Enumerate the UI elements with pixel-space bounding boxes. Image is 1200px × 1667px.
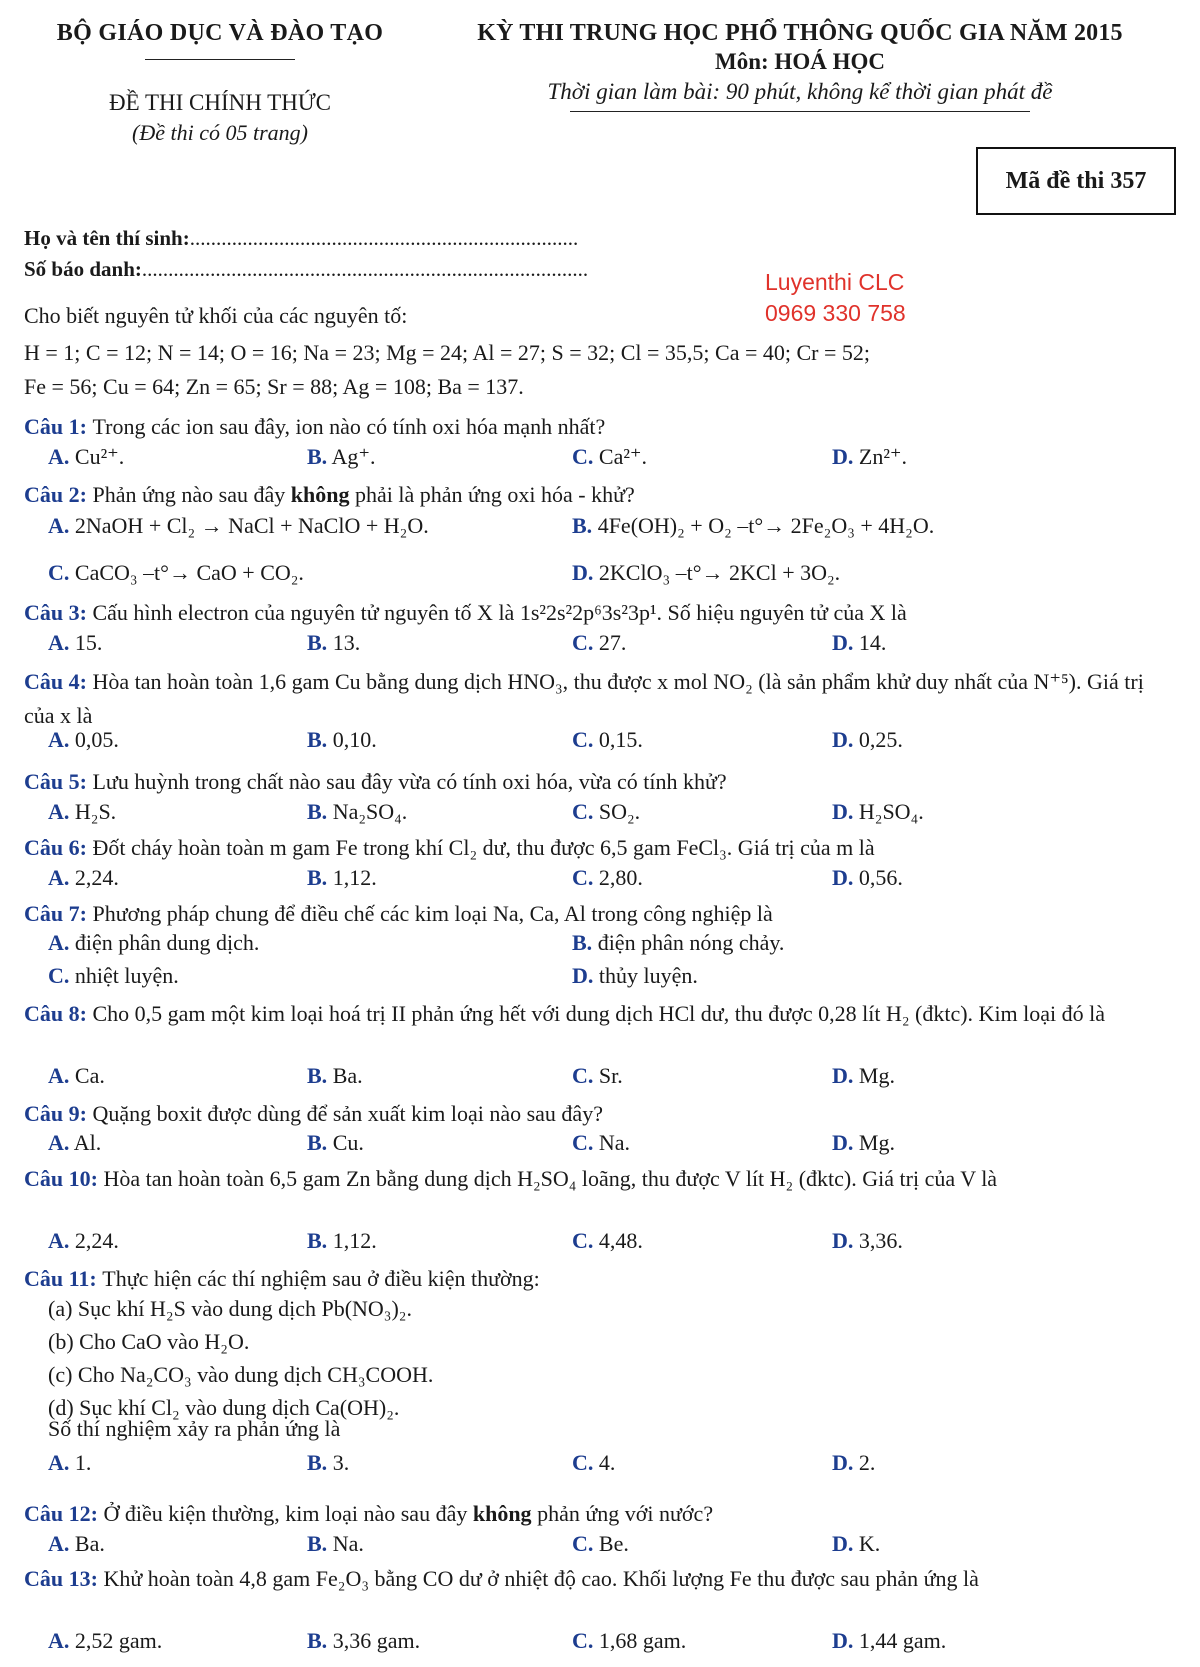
question-emphasis: không xyxy=(472,1501,532,1526)
question-text: Trong các ion sau đây, ion nào có tính oxi hóa mạnh nhất? xyxy=(92,414,606,439)
option-text: Sr. xyxy=(598,1063,623,1088)
option-text: Ca²⁺. xyxy=(598,444,648,469)
option-text: nhiệt luyện. xyxy=(74,963,179,988)
option-letter: A. xyxy=(48,1063,70,1088)
option-text: 0,05. xyxy=(74,727,119,752)
question-text-part: phải là phản ứng oxi hóa - khử? xyxy=(349,482,635,507)
option-b xyxy=(307,799,407,825)
option-letter: A. xyxy=(48,799,70,824)
option-letter: A. xyxy=(48,1628,70,1653)
option-text: 2,24. xyxy=(74,1228,119,1253)
option-a xyxy=(48,1450,91,1476)
page-count-note: (Đề thi có 05 trang) xyxy=(132,120,308,145)
option-letter: B. xyxy=(572,930,593,955)
option-c xyxy=(572,727,643,753)
option-text: 1,12. xyxy=(332,865,377,890)
question-text: Quặng boxit được dùng để sản xuất kim loại nào sau đây? xyxy=(92,1101,603,1126)
watermark-phone: 0969 330 758 xyxy=(765,300,906,326)
option-text: Be. xyxy=(598,1531,629,1556)
option-c xyxy=(572,799,640,825)
option-text: K. xyxy=(858,1531,881,1556)
option-b xyxy=(307,1130,364,1156)
candidate-name-dots: .......................................................................... xyxy=(189,226,579,250)
option-d xyxy=(572,560,840,586)
question-label: Câu 10: xyxy=(24,1166,104,1191)
exam-title: KỲ THI TRUNG HỌC PHỔ THÔNG QUỐC GIA NĂM 2015 xyxy=(477,20,1123,46)
question-text-part: Phản ứng nào sau đây xyxy=(92,482,291,507)
candidate-id-field xyxy=(24,257,588,282)
option-a xyxy=(48,1531,105,1557)
candidate-id-label: Số báo danh: xyxy=(24,257,142,281)
option-letter: C. xyxy=(572,630,594,655)
option-letter: D. xyxy=(832,799,854,824)
question-emphasis: không xyxy=(290,482,350,507)
option-d xyxy=(832,727,903,753)
experiment-item: (b) Cho CaO vào H₂O. xyxy=(48,1329,250,1354)
option-b xyxy=(307,630,360,656)
option-a xyxy=(48,1130,101,1156)
option-letter: D. xyxy=(832,630,854,655)
option-letter: C. xyxy=(572,1531,594,1556)
option-letter: B. xyxy=(307,1531,328,1556)
option-letter: D. xyxy=(832,727,854,752)
option-letter: A. xyxy=(48,930,70,955)
option-text: 2KClO₃ ⎯t°→ 2KCl + 3O₂. xyxy=(598,560,841,585)
option-c xyxy=(572,1628,686,1654)
option-letter: B. xyxy=(307,1063,328,1088)
ministry-underline xyxy=(145,59,295,60)
option-text: Ca. xyxy=(74,1063,105,1088)
option-letter: D. xyxy=(832,1450,854,1475)
option-text: 3,36 gam. xyxy=(332,1628,421,1653)
option-text: Na₂SO₄. xyxy=(332,799,408,824)
option-text: 2,24. xyxy=(74,865,119,890)
option-text: thủy luyện. xyxy=(598,963,698,988)
option-letter: A. xyxy=(48,630,70,655)
option-b xyxy=(307,1450,349,1476)
option-text: 4,48. xyxy=(598,1228,643,1253)
option-letter: A. xyxy=(48,1228,70,1253)
question-text: Đốt cháy hoàn toàn m gam Fe trong khí Cl₂ dư, thu được 6,5 gam FeCl₃. Giá trị của m là xyxy=(92,835,875,860)
option-b xyxy=(307,1063,363,1089)
question-label: Câu 7: xyxy=(24,901,93,926)
question-label: Câu 2: xyxy=(24,482,93,507)
option-text: 0,10. xyxy=(332,727,377,752)
option-d xyxy=(832,1228,903,1254)
option-d xyxy=(832,1450,875,1476)
option-letter: C. xyxy=(48,560,70,585)
option-b xyxy=(572,513,934,539)
option-b xyxy=(307,444,375,470)
option-letter: A. xyxy=(48,727,70,752)
option-text: 1. xyxy=(74,1450,92,1475)
experiment-item: (d) Sục khí Cl₂ vào dung dịch Ca(OH)₂. xyxy=(48,1395,400,1420)
option-text: 27. xyxy=(598,630,627,655)
option-letter: D. xyxy=(832,1531,854,1556)
option-c xyxy=(572,865,643,891)
option-letter: C. xyxy=(572,1228,594,1253)
option-d xyxy=(832,1531,880,1557)
watermark-name: Luyenthi CLC xyxy=(765,269,905,295)
candidate-name-label: Họ và tên thí sinh: xyxy=(24,226,190,250)
option-letter: B. xyxy=(307,1628,328,1653)
option-letter: B. xyxy=(307,1228,328,1253)
question-stem-4 xyxy=(24,665,1174,733)
option-d xyxy=(832,799,924,825)
option-letter: C. xyxy=(572,799,594,824)
masses-line-2: Fe = 56; Cu = 64; Zn = 65; Sr = 88; Ag = 108; Ba = 137. xyxy=(24,374,524,399)
option-text: 14. xyxy=(858,630,887,655)
option-text: Na. xyxy=(598,1130,631,1155)
option-text: CaCO₃ ⎯t°→ CaO + CO₂. xyxy=(74,560,304,585)
option-letter: A. xyxy=(48,1450,70,1475)
option-letter: B. xyxy=(572,513,593,538)
option-letter: C. xyxy=(48,963,70,988)
option-a xyxy=(48,1628,162,1654)
option-d xyxy=(832,444,907,470)
question-label: Câu 6: xyxy=(24,835,93,860)
option-d xyxy=(832,1063,895,1089)
option-text: H₂S. xyxy=(74,799,117,824)
option-text: Ag⁺. xyxy=(331,444,376,469)
option-text: SO₂. xyxy=(598,799,641,824)
option-a xyxy=(48,1063,105,1089)
option-letter: D. xyxy=(832,1228,854,1253)
question-stem-12 xyxy=(24,1497,1174,1531)
option-c xyxy=(572,1228,643,1254)
option-letter: D. xyxy=(572,963,594,988)
subject-title: Môn: HOÁ HỌC xyxy=(715,49,885,74)
option-letter: D. xyxy=(832,444,854,469)
option-c xyxy=(48,560,304,586)
option-d xyxy=(832,1130,895,1156)
question-stem-8 xyxy=(24,997,1174,1031)
option-letter: A. xyxy=(48,513,70,538)
option-letter: B. xyxy=(307,1130,328,1155)
option-a xyxy=(48,799,116,825)
option-letter: D. xyxy=(832,1063,854,1088)
option-b xyxy=(307,1228,377,1254)
option-text: 1,12. xyxy=(332,1228,377,1253)
question-stem-9 xyxy=(24,1097,1174,1131)
question-text: Lưu huỳnh trong chất nào sau đây vừa có tính oxi hóa, vừa có tính khử? xyxy=(92,769,727,794)
option-c xyxy=(572,1531,629,1557)
option-letter: A. xyxy=(48,1130,70,1155)
option-text: Al. xyxy=(73,1130,102,1155)
option-letter: C. xyxy=(572,1130,594,1155)
option-letter: C. xyxy=(572,1450,594,1475)
option-letter: C. xyxy=(572,444,594,469)
option-a xyxy=(48,930,259,956)
option-letter: C. xyxy=(572,1628,594,1653)
question-text-part: phản ứng với nước? xyxy=(531,1501,714,1526)
option-c xyxy=(572,1063,623,1089)
question-label: Câu 13: xyxy=(24,1566,104,1591)
option-c xyxy=(572,444,647,470)
experiment-item: (a) Sục khí H₂S vào dung dịch Pb(NO₃)₂. xyxy=(48,1296,412,1321)
option-c xyxy=(572,630,626,656)
option-a xyxy=(48,1228,119,1254)
option-text: Ba. xyxy=(74,1531,105,1556)
option-letter: A. xyxy=(48,444,70,469)
option-c xyxy=(48,963,179,989)
question-ask: Số thí nghiệm xảy ra phản ứng là xyxy=(48,1416,341,1441)
option-a xyxy=(48,444,124,470)
header-left xyxy=(20,20,420,146)
question-label: Câu 3: xyxy=(24,600,93,625)
option-letter: B. xyxy=(307,799,328,824)
option-text: điện phân dung dịch. xyxy=(74,930,260,955)
option-d xyxy=(832,1628,946,1654)
option-c xyxy=(572,1130,630,1156)
question-text: Phương pháp chung để điều chế các kim loại Na, Ca, Al trong công nghiệp là xyxy=(92,901,773,926)
option-text: điện phân nóng chảy. xyxy=(597,930,785,955)
option-d xyxy=(832,865,903,891)
option-text: 15. xyxy=(74,630,103,655)
question-label: Câu 5: xyxy=(24,769,93,794)
option-a xyxy=(48,727,119,753)
option-b xyxy=(307,865,377,891)
official-label: ĐỀ THI CHÍNH THỨC xyxy=(108,90,332,115)
option-text: 1,44 gam. xyxy=(858,1628,947,1653)
option-letter: D. xyxy=(832,1130,854,1155)
candidate-id-dots: ..................................................................................... xyxy=(141,257,589,281)
question-text: Hòa tan hoàn toàn 6,5 gam Zn bằng dung dịch H₂SO₄ loãng, thu được V lít H₂ (đktc). Giá trị của V là xyxy=(103,1166,998,1191)
exam-code-box xyxy=(976,147,1176,215)
question-label: Câu 8: xyxy=(24,1001,93,1026)
question-text: Hòa tan hoàn toàn 1,6 gam Cu bằng dung dịch HNO₃, thu được x mol NO₂ (là sản phẩm khử duy nhất của N⁺⁵). Giá trị của x là xyxy=(24,669,1144,728)
option-letter: D. xyxy=(832,865,854,890)
header-right xyxy=(420,20,1180,112)
option-text: Na. xyxy=(332,1531,364,1556)
option-letter: D. xyxy=(832,1628,854,1653)
question-stem-10 xyxy=(24,1162,1174,1196)
question-text: Cấu hình electron của nguyên tử nguyên tố X là 1s²2s²2p⁶3s²3p¹. Số hiệu nguyên tử của X là xyxy=(92,600,907,625)
option-letter: B. xyxy=(307,1450,328,1475)
option-text: H₂SO₄. xyxy=(858,799,924,824)
option-text: 3,36. xyxy=(858,1228,903,1253)
option-text: 2,52 gam. xyxy=(74,1628,163,1653)
candidate-name-field xyxy=(24,226,578,251)
question-stem-13 xyxy=(24,1562,1174,1596)
option-text: Cu. xyxy=(332,1130,364,1155)
option-d xyxy=(572,963,698,989)
question-label: Câu 12: xyxy=(24,1501,104,1526)
option-text: Cu²⁺. xyxy=(74,444,125,469)
option-text: Mg. xyxy=(858,1130,895,1155)
option-a xyxy=(48,513,429,539)
question-stem-7 xyxy=(24,897,1174,931)
option-text: Zn²⁺. xyxy=(858,444,908,469)
question-text: Thực hiện các thí nghiệm sau ở điều kiện thường: xyxy=(102,1266,540,1291)
experiment-item: (c) Cho Na₂CO₃ vào dung dịch CH₃COOH. xyxy=(48,1362,434,1387)
option-letter: B. xyxy=(307,727,328,752)
ministry-name: BỘ GIÁO DỤC VÀ ĐÀO TẠO xyxy=(56,20,384,46)
question-stem-11 xyxy=(24,1262,1174,1296)
option-b xyxy=(307,1531,364,1557)
option-text: 2NaOH + Cl₂ → NaCl + NaClO + H₂O. xyxy=(74,513,429,538)
question-label: Câu 11: xyxy=(24,1266,103,1291)
option-c xyxy=(572,1450,615,1476)
masses-line-1: H = 1; C = 12; N = 14; O = 16; Na = 23; Mg = 24; Al = 27; S = 32; Cl = 35,5; Ca = 40; Cr = 52; xyxy=(24,340,871,365)
option-letter: B. xyxy=(307,630,328,655)
question-stem-3 xyxy=(24,596,1174,630)
option-text: 13. xyxy=(332,630,361,655)
question-text: Khử hoàn toàn 4,8 gam Fe₂O₃ bằng CO dư ở nhiệt độ cao. Khối lượng Fe thu được sau phản ứng là xyxy=(103,1566,979,1591)
time-note: Thời gian làm bài: 90 phút, không kể thời gian phát đề xyxy=(547,79,1053,104)
option-text: 2. xyxy=(858,1450,876,1475)
option-text: Mg. xyxy=(858,1063,895,1088)
option-letter: C. xyxy=(572,1063,594,1088)
option-text: 4. xyxy=(598,1450,616,1475)
option-a xyxy=(48,865,119,891)
question-text: Cho 0,5 gam một kim loại hoá trị II phản ứng hết với dung dịch HCl dư, thu được 0,28 lít H₂ (đktc). Kim loại đó là xyxy=(92,1001,1106,1026)
exam-code: Mã đề thi 357 xyxy=(1005,167,1147,194)
option-text: 1,68 gam. xyxy=(598,1628,687,1653)
option-d xyxy=(832,630,886,656)
option-letter: C. xyxy=(572,727,594,752)
option-letter: A. xyxy=(48,865,70,890)
question-text-part: Ở điều kiện thường, kim loại nào sau đây xyxy=(103,1501,473,1526)
option-text: 0,25. xyxy=(858,727,903,752)
question-label: Câu 4: xyxy=(24,669,93,694)
question-label: Câu 9: xyxy=(24,1101,93,1126)
question-stem-1 xyxy=(24,410,1174,444)
option-letter: B. xyxy=(307,444,328,469)
question-label: Câu 1: xyxy=(24,414,93,439)
option-letter: D. xyxy=(572,560,594,585)
question-stem-5 xyxy=(24,765,1174,799)
option-letter: C. xyxy=(572,865,594,890)
option-letter: A. xyxy=(48,1531,70,1556)
option-a xyxy=(48,630,102,656)
time-underline xyxy=(570,111,1030,112)
option-text: 4Fe(OH)₂ + O₂ ⎯t°→ 2Fe₂O₃ + 4H₂O. xyxy=(597,513,935,538)
option-text: Ba. xyxy=(332,1063,363,1088)
option-text: 2,80. xyxy=(598,865,643,890)
masses-intro: Cho biết nguyên tử khối của các nguyên tố: xyxy=(24,303,408,328)
option-letter: B. xyxy=(307,865,328,890)
question-stem-6 xyxy=(24,831,1174,865)
question-stem-2 xyxy=(24,478,1174,512)
option-text: 0,56. xyxy=(858,865,903,890)
option-text: 3. xyxy=(332,1450,350,1475)
option-b xyxy=(307,1628,420,1654)
option-b xyxy=(572,930,784,956)
option-b xyxy=(307,727,377,753)
option-text: 0,15. xyxy=(598,727,643,752)
